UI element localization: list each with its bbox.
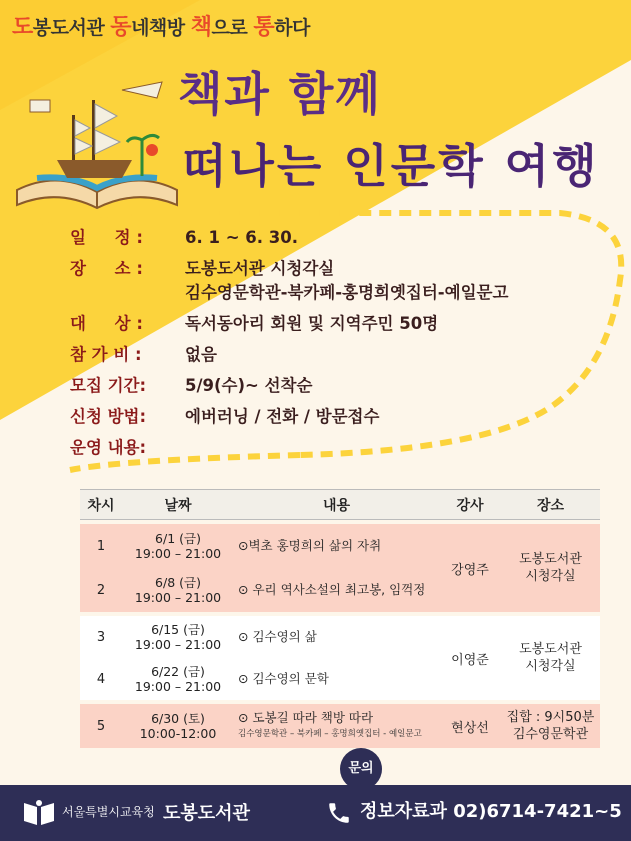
session-number: 1 (80, 524, 122, 568)
tagline-highlight: 통 (253, 15, 275, 40)
tagline (12, 10, 310, 41)
session-date: 6/30 (토) 10:00-12:00 (122, 704, 234, 748)
info-value (185, 226, 298, 250)
book-ship-illustration (12, 80, 182, 210)
info-value-line: 6. 1 ~ 6. 30. (185, 228, 299, 247)
session-date: 6/1 (금) 19:00 – 21:00 (122, 524, 234, 568)
info-label: 일 정 : (70, 228, 143, 247)
info-value-line: 독서동아리 회원 및 지역주민 50명 (185, 314, 439, 333)
header-place: 장소 (501, 490, 600, 520)
info-value-line: 없음 (185, 345, 217, 364)
session-number: 2 (80, 568, 122, 612)
info-row (70, 257, 508, 305)
place: 도봉도서관 시청각실 (501, 616, 600, 700)
session-date: 6/22 (금) 19:00 – 21:00 (122, 658, 234, 700)
library-name: 도봉도서관 (163, 803, 250, 824)
inquiry-bubble: 문의 (340, 748, 382, 790)
education-office-name: 서울특별시교육청 (62, 805, 155, 819)
info-value-line: 김수영문학관-북카페-홍명희옛집터-예일문고 (185, 283, 509, 302)
table-row (80, 616, 600, 658)
info-row (70, 226, 508, 250)
info-label: 운영 내용: (70, 438, 147, 457)
session-date: 6/15 (금) 19:00 – 21:00 (122, 616, 234, 658)
session-number: 4 (80, 658, 122, 700)
info-row (70, 343, 508, 367)
info-value (185, 374, 312, 398)
session-content: ⊙ 도봉길 따라 책방 따라 김수영문학관 – 북카페 – 홍명희옛집터 - 예일문고 (234, 704, 439, 748)
contact-info: 정보자료과 02)6714-7421~5 (360, 801, 622, 822)
session-content: ⊙벽초 홍명희의 삶의 자취 (234, 524, 439, 568)
lecturer: 강영주 (439, 524, 501, 612)
lecturer: 이영준 (439, 616, 501, 700)
session-content: ⊙ 우리 역사소설의 최고봉, 임꺽정 (234, 568, 439, 612)
info-row (70, 405, 508, 429)
info-value (185, 312, 438, 336)
info-value (185, 257, 508, 305)
tagline-text: 으로 (211, 17, 254, 39)
info-list (70, 226, 508, 467)
info-value (185, 405, 379, 429)
header-content: 내용 (234, 490, 439, 520)
info-value-line: 5/9(수)~ 선착순 (185, 376, 313, 395)
phone-icon (326, 800, 352, 826)
library-logo-icon (22, 799, 56, 827)
info-row (70, 436, 508, 460)
info-row (70, 312, 508, 336)
info-value-line: 도봉도서관 시청각실 (185, 259, 335, 278)
header-date: 날짜 (122, 490, 234, 520)
session-number: 3 (80, 616, 122, 658)
session-content: ⊙ 김수영의 문학 (234, 658, 439, 700)
tagline-text: 봉도서관 (32, 17, 111, 39)
tagline-text: 하다 (274, 17, 310, 39)
info-label: 장 소 : (70, 259, 143, 278)
info-row (70, 374, 508, 398)
info-label: 모집 기간: (70, 376, 147, 395)
info-label: 신청 방법: (70, 407, 147, 426)
schedule-table (80, 489, 600, 748)
title-line-2: 떠나는 인문학 여행 (182, 139, 600, 193)
session-content: ⊙ 김수영의 삶 (234, 616, 439, 658)
tagline-highlight: 책 (190, 15, 212, 40)
table-row (80, 524, 600, 568)
tagline-text: 네책방 (131, 17, 191, 39)
table-row (80, 704, 600, 748)
session-subtitle: 김수영문학관 – 북카페 – 홍명희옛집터 - 예일문고 (238, 729, 422, 739)
info-value-line: 에버러닝 / 전화 / 방문접수 (185, 407, 380, 426)
header-session: 차시 (80, 490, 122, 520)
header-lecturer: 강사 (439, 490, 501, 520)
session-number: 5 (80, 704, 122, 748)
info-label: 대 상 : (70, 314, 143, 333)
tagline-highlight: 동 (110, 15, 132, 40)
lecturer: 현상선 (439, 704, 501, 748)
place: 도봉도서관 시청각실 (501, 524, 600, 612)
table-header-row (80, 490, 600, 520)
info-value (185, 343, 217, 367)
tagline-highlight: 도 (12, 15, 33, 40)
title-line-1: 책과 함께 (178, 67, 382, 121)
session-date: 6/8 (금) 19:00 – 21:00 (122, 568, 234, 612)
place: 집합 : 9시50분 김수영문학관 (501, 704, 600, 748)
info-label: 참 가 비 : (70, 345, 142, 364)
